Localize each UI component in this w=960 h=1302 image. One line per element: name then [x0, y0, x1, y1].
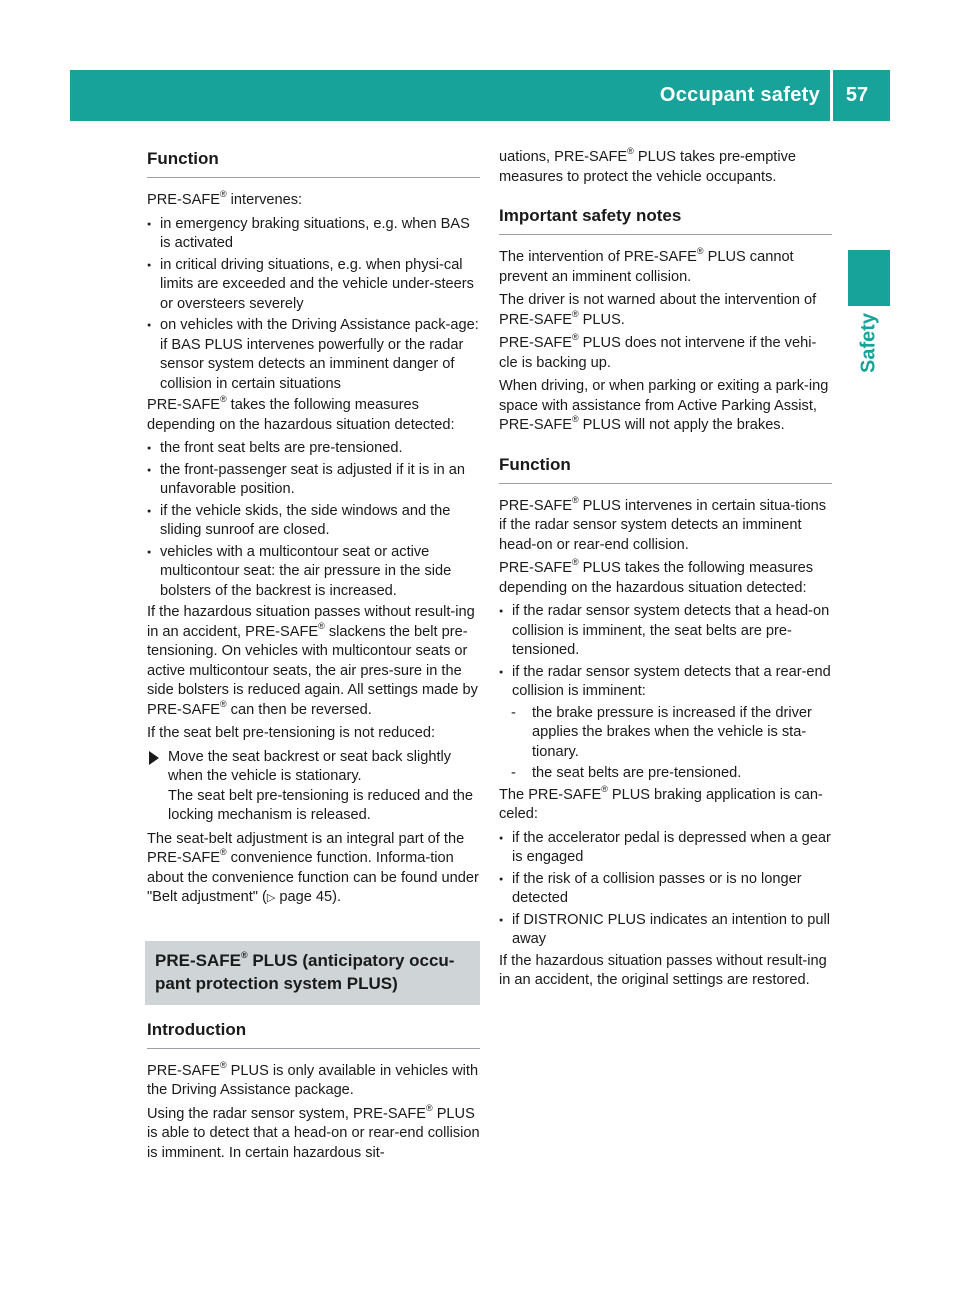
sub-list-item: - the brake pressure is increased if the driver applies the brakes when the vehicle is sta-tionary. — [511, 704, 812, 760]
final-paragraph: If the hazardous situation passes without result-ing in an accident, the original settings are restored. — [499, 952, 827, 988]
intervenes-intro: PRE-SAFE® intervenes: — [147, 189, 303, 208]
right-column — [499, 148, 832, 995]
sub-list-item: - the seat belts are pre-tensioned. — [511, 765, 742, 781]
list-item: ● vehicles with a multicontour seat or active multicontour seat: the air pressure in the side bolsters of the backrest is increased. — [147, 543, 480, 602]
action-step: Move the seat backrest or seat back slightly when the vehicle is stationary. The seat belt pre-tensioning is reduced and the locking mechanism is released. — [147, 748, 480, 826]
function-paragraph: PRE-SAFE® PLUS intervenes in certain situa-tions if the radar sensor system detects an imminent head-on or rear-end collision. — [499, 494, 827, 553]
safety-note: When driving, or when parking or exiting a park-ing space with assistance from Active Parking Assist, PRE-SAFE® PLUS will not apply the brakes. — [499, 378, 829, 433]
left-column — [147, 148, 480, 1167]
not-reduced-paragraph: If the seat belt pre-tensioning is not reduced: — [147, 725, 435, 741]
function-heading: Function — [147, 148, 480, 178]
list-item: ● in emergency braking situations, e.g. when BAS is activated — [147, 215, 480, 254]
list-item: ● if the risk of a collision passes or is no longer detected — [499, 870, 832, 909]
list-item: ● if DISTRONIC PLUS indicates an intention to pull away — [499, 911, 832, 950]
measures-intro: PRE-SAFE® takes the following measures depending on the hazardous situation detected: — [147, 394, 455, 433]
list-item: ● if the radar sensor system detects that a rear-end collision is imminent: — [499, 663, 832, 702]
function-paragraph: PRE-SAFE® PLUS takes the following measures depending on the hazardous situation detected: — [499, 557, 814, 596]
safety-note: The driver is not warned about the intervention of PRE-SAFE® PLUS. — [499, 292, 817, 328]
side-tab-marker — [848, 250, 890, 306]
intro-paragraph-2: Using the radar sensor system, PRE-SAFE® PLUS is able to detect that a head-on or rear-end collision is imminent. In certain hazardous sit- — [147, 1102, 480, 1161]
safety-note: PRE-SAFE® PLUS does not intervene if the vehi-cle is backing up. — [499, 332, 817, 371]
passes-paragraph: If the hazardous situation passes without result-ing in an accident, PRE-SAFE® slackens the belt pre-tensioning. On vehicles with multicontour seats or active multicontour seats, the air pres-sure in the side bolsters is reduced again. All settings made by PRE-SAFE® can then be reversed. — [147, 604, 478, 718]
continued-paragraph: uations, PRE-SAFE® PLUS takes pre-emptive measures to protect the vehicle occupants. — [499, 146, 797, 185]
integral-paragraph: The seat-belt adjustment is an integral part of the PRE-SAFE® convenience function. Informa-tion about the convenience function can be found under "Belt adjustment" (▷ page 45). — [147, 830, 479, 905]
list-item: ● the front-passenger seat is adjusted if it is in an unfavorable position. — [147, 461, 480, 500]
side-tab-label: Safety — [857, 312, 880, 374]
list-item: ● if the vehicle skids, the side windows and the sliding sunroof are closed. — [147, 502, 480, 541]
safety-notes-heading: Important safety notes — [499, 205, 832, 235]
arrow-icon — [149, 751, 159, 765]
section-title: Occupant safety — [659, 84, 820, 106]
list-item: ● if the accelerator pedal is depressed when a gear is engaged — [499, 829, 832, 868]
introduction-heading: Introduction — [147, 1019, 480, 1049]
section-box-title: PRE-SAFE® PLUS (anticipatory occu-pant protection system PLUS) — [145, 941, 480, 1005]
list-item: ● if the radar sensor system detects that a head-on collision is imminent, the seat belts are pre-tensioned. — [499, 602, 832, 661]
page-number: 57 — [845, 84, 869, 106]
function-plus-heading: Function — [499, 454, 832, 484]
list-item: ● on vehicles with the Driving Assistance pack-age: if BAS PLUS intervenes powerfully or the radar sensor system detects an imminent danger of collision in certain situations — [147, 316, 480, 394]
list-item: ● the front seat belts are pre-tensioned. — [147, 439, 480, 459]
list-item: ● in critical driving situations, e.g. when physi-cal limits are exceeded and the vehicle under-steers or oversteers severely — [147, 256, 480, 315]
safety-note: The intervention of PRE-SAFE® PLUS cannot prevent an imminent collision. — [499, 246, 794, 285]
intro-paragraph-1: PRE-SAFE® PLUS is only available in vehicles with the Driving Assistance package. — [147, 1059, 479, 1098]
cancel-paragraph: The PRE-SAFE® PLUS braking application is can-celed: — [499, 783, 823, 822]
page-ref-arrow-icon: ▷ — [266, 892, 276, 904]
